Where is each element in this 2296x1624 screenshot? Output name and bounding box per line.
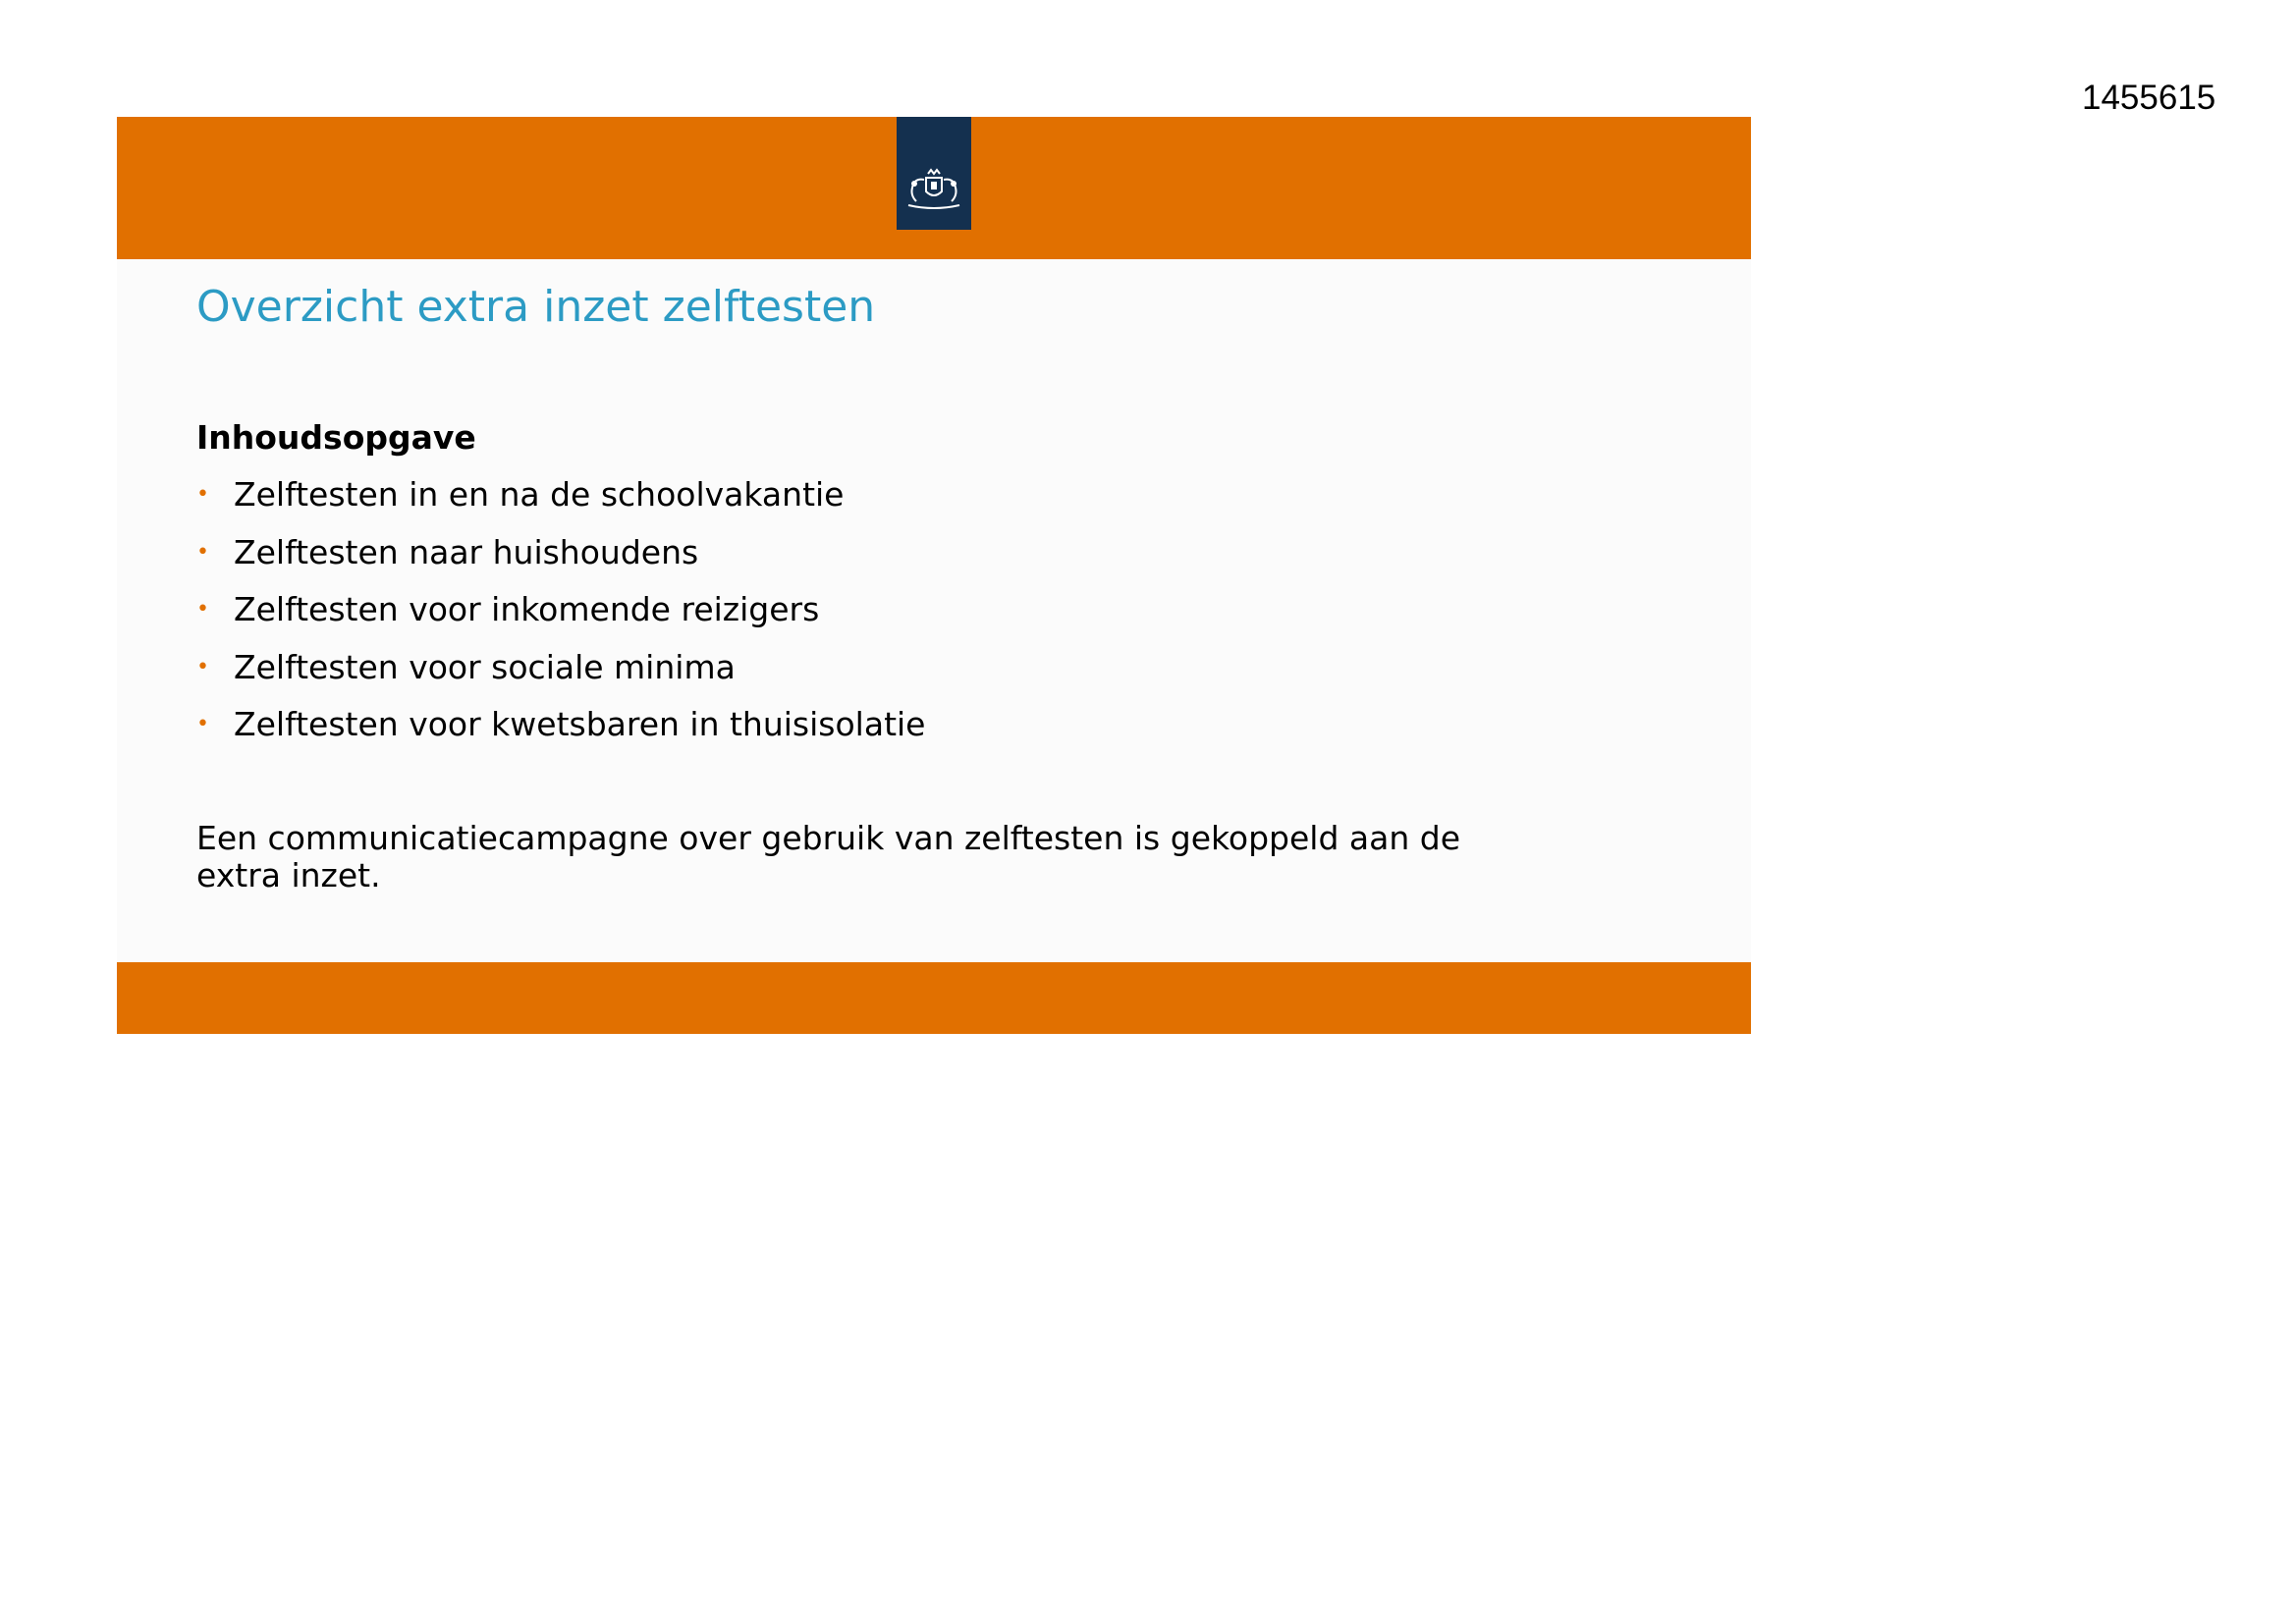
slide-title: Overzicht extra inzet zelftesten [196,282,876,332]
header-band [117,117,1751,259]
toc-item [196,646,925,704]
bullet-icon: • [196,482,209,507]
footer-band [117,962,1751,1034]
toc-list [196,473,925,761]
document-number: 1455615 [2082,79,2216,117]
body-line-1: Een communicatiecampagne over gebruik van zelftesten is gekoppeld aan de [196,819,1461,857]
toc-item [196,473,925,531]
toc-item-text: Zelftesten voor inkomende reizigers [234,590,820,628]
bullet-icon: • [196,597,209,622]
toc-item-text: Zelftesten voor sociale minima [234,647,736,686]
toc-heading: Inhoudsopgave [196,418,476,457]
presentation-slide [117,117,1751,1034]
bullet-icon: • [196,539,209,565]
toc-item [196,531,925,589]
toc-item [196,703,925,761]
logo-block [897,117,971,230]
body-paragraph [196,820,1571,894]
bullet-icon: • [196,654,209,679]
bullet-icon: • [196,712,209,736]
body-line-2: extra inzet. [196,856,381,894]
coat-of-arms-icon [902,168,965,213]
toc-item-text: Zelftesten in en na de schoolvakantie [234,475,845,514]
toc-item-text: Zelftesten voor kwetsbaren in thuisisolatie [234,705,926,743]
toc-item [196,588,925,646]
toc-item-text: Zelftesten naar huishoudens [234,532,699,571]
